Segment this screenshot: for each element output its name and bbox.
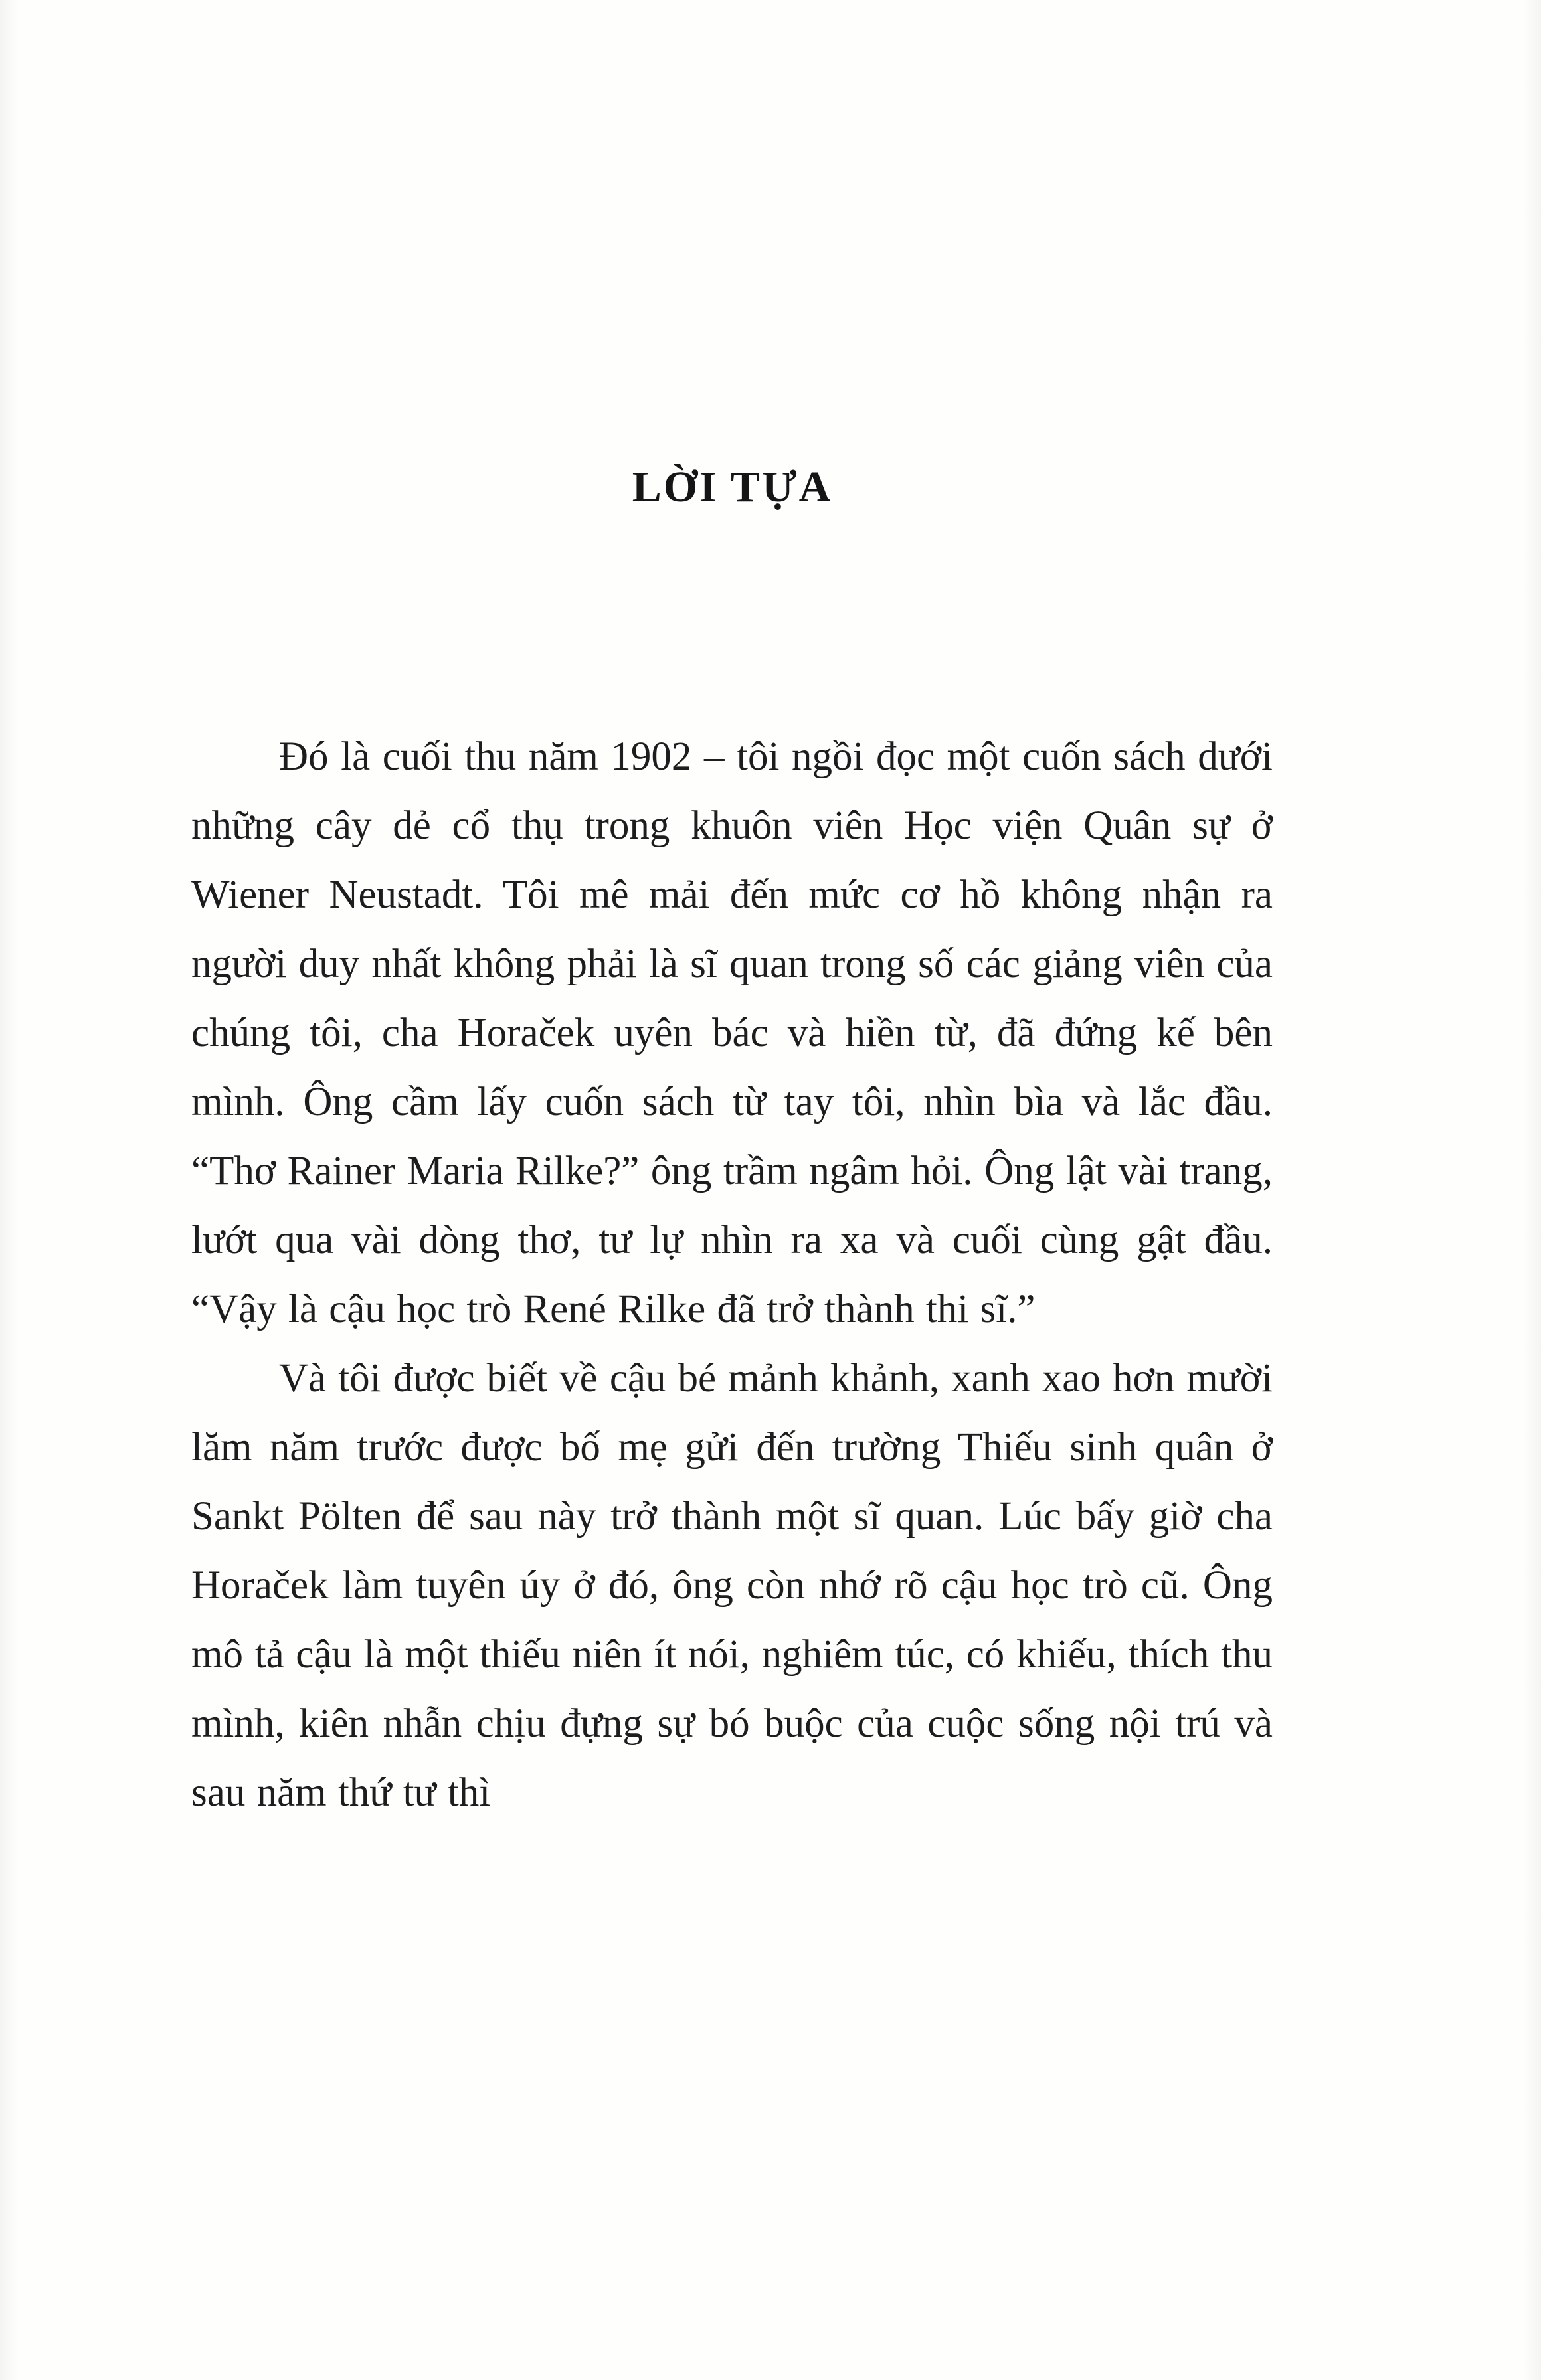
paragraph: Đó là cuối thu năm 1902 – tôi ngồi đọc một cuốn sách dưới những cây dẻ cổ thụ trong khuôn viên Học viện Quân sự ở Wiener Neustadt. Tôi mê mải đến mức cơ hồ không nhận ra người duy nhất không phải là sĩ quan trong số các giảng viên của chúng tôi, cha Horaček uyên bác và hiền từ, đã đứng kế bên mình. Ông cầm lấy cuốn sách từ tay tôi, nhìn bìa và lắc đầu. “Thơ Rainer Maria Rilke?” ông trầm ngâm hỏi. Ông lật vài trang, lướt qua vài dòng thơ, tư lự nhìn ra xa và cuối cùng gật đầu. “Vậy là cậu học trò René Rilke đã trở thành thi sĩ.” [191,734,1273,1331]
paragraph: Và tôi được biết về cậu bé mảnh khảnh, xanh xao hơn mười lăm năm trước được bố mẹ gửi đến trường Thiếu sinh quân ở Sankt Pölten để sau này trở thành một sĩ quan. Lúc bấy giờ cha Horaček làm tuyên úy ở đó, ông còn nhớ rõ cậu học trò cũ. Ông mô tả cậu là một thiếu niên ít nói, nghiêm túc, có khiếu, thích thu mình, kiên nhẫn chịu đựng sự bó buộc của cuộc sống nội trú và sau năm thứ tư thì [191,1356,1273,1815]
body-text [191,722,1273,1828]
page-title: LỜI TỰA [632,463,833,511]
